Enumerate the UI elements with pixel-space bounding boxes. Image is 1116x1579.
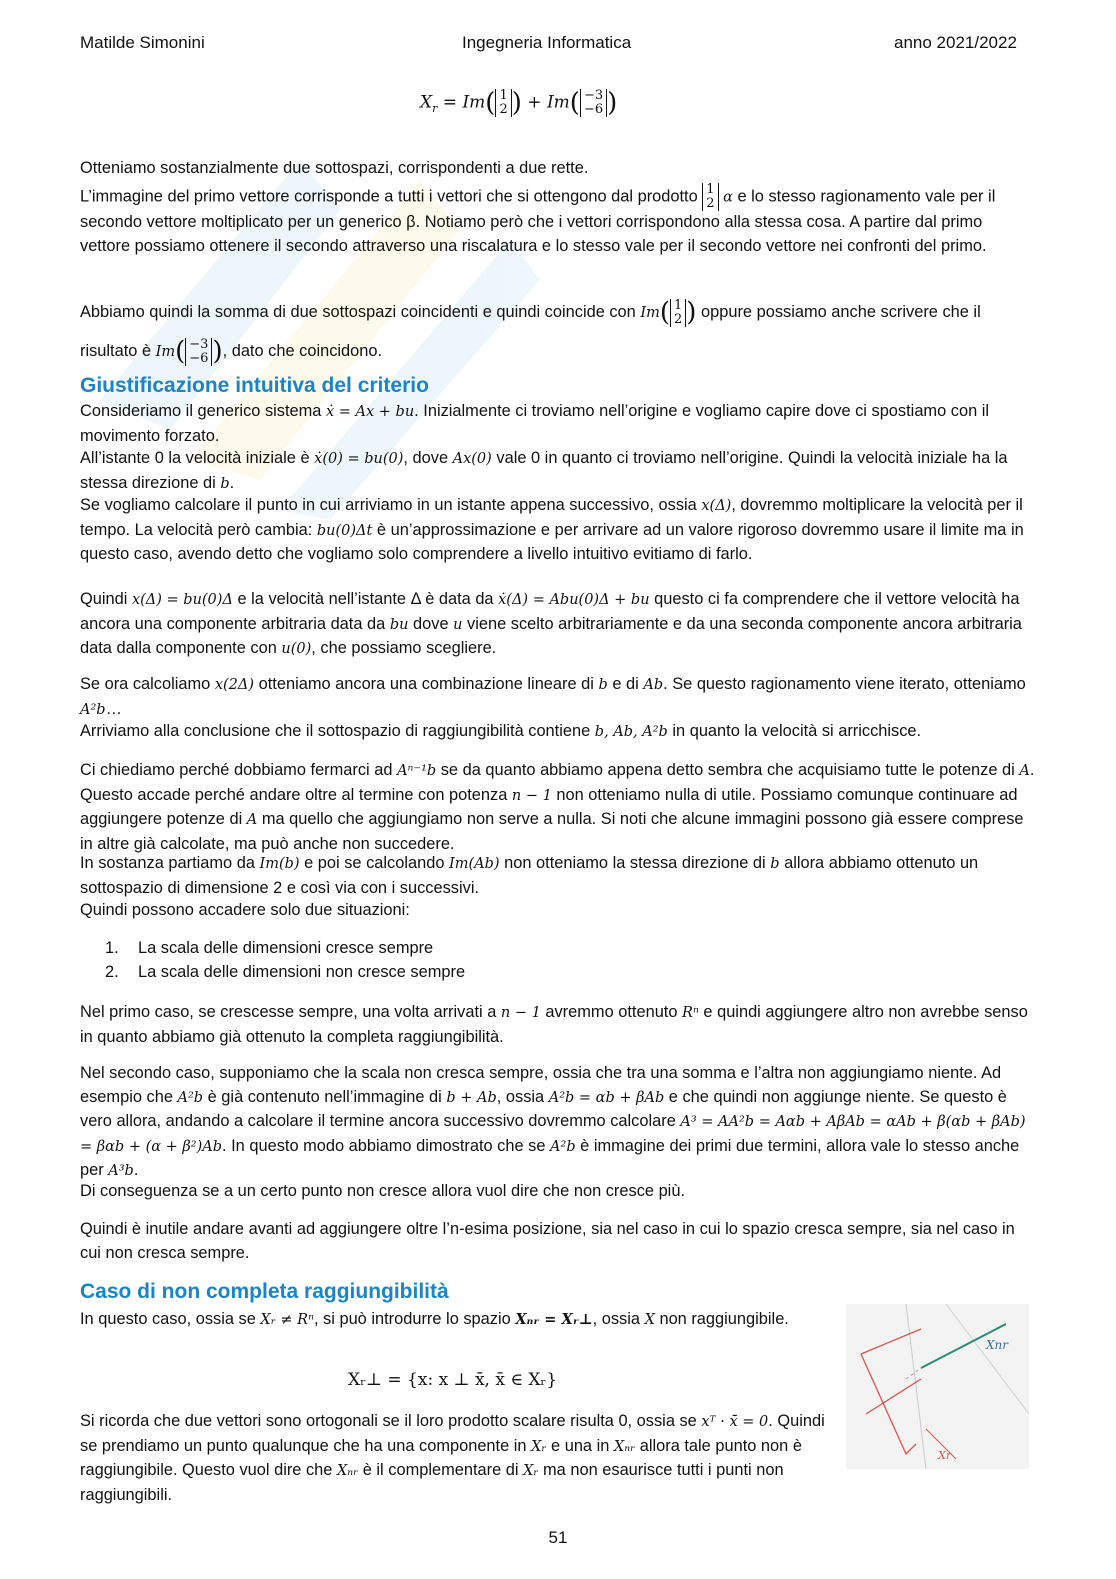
paragraph: All’istante 0 la velocità iniziale è ẋ(0) = bu(0), dove Ax(0) vale 0 in quanto ci troviamo nell’origine. Quindi la velocità iniziale ha la stessa direzione di b.: [80, 449, 1008, 492]
equation-xr: $X_r = Im$( 1 2 ) + Im( −3 −6 ): [420, 88, 618, 118]
list-item: 2. La scala delle dimensioni non cresce sempre: [105, 963, 466, 981]
paragraph: L’immagine del primo vettore corrisponde a tutti i vettori che si ottengono dal prodotto 1 2 α e lo stesso ragionamento vale per il secondo vettore moltiplicato per un generico β. Notiamo però che i vettori corrispondono alla stessa cosa. A partire dal primo vettore possiamo ottenere il secondo attraverso una riscalatura e lo stesso vale per il secondo vettore nei confronti del primo.: [80, 182, 996, 255]
paragraph: Di conseguenza se a un certo punto non cresce allora vuol dire che non cresce più.: [80, 1182, 685, 1200]
equation-orthogonal: Xᵣ⊥ = {x: x ⊥ x̄, x̄ ∈ Xᵣ}: [348, 1370, 558, 1390]
paragraph: Se ora calcoliamo x(2Δ) otteniamo ancora una combinazione lineare di b e di Ab. Se questo ragionamento viene iterato, otteniamo A²b…: [80, 675, 1026, 718]
subspace-sketch: [846, 1304, 1029, 1469]
paragraph: Ci chiediamo perché dobbiamo fermarci ad Aⁿ⁻¹b se da quanto abbiamo appena detto sembra che acquisiamo tutte le potenze di A. Questo accade perché andare oltre al termine con potenza n − 1 non otteniamo nulla di utile. Possiamo comunque continuare ad aggiungere potenze di A ma quello che aggiungiamo non serve a nulla. Si noti che alcune immagini possono già essere comprese in altre già calcolate, ma può anche non succedere.: [80, 761, 1035, 853]
paragraph: Consideriamo il generico sistema ẋ = Ax + bu. Inizialmente ci troviamo nell’origine e vogliamo capire dove ci spostiamo con il movimento forzato.: [80, 402, 990, 445]
paragraph: Abbiamo quindi la somma di due sottospazi coincidenti e quindi coincide con Im( 1 2 ) oppure possiamo anche scrivere che il risultato è Im( −3 −6 ), dato che coincidono.: [80, 297, 981, 367]
page-number: 51: [548, 1528, 568, 1547]
label-xr: Xr: [938, 1449, 952, 1462]
numbered-list: [105, 936, 465, 984]
list-item: 1. La scala delle dimensioni cresce sempre: [105, 939, 434, 957]
header-author: Matilde Simonini: [80, 33, 205, 52]
paragraph: Nel secondo caso, supponiamo che la scala non cresca sempre, ossia che tra una somma e l’altra non aggiungiamo niente. Ad esempio che A²b è già contenuto nell’immagine di b + Ab, ossia A²b = αb + βAb e che quindi non aggiunge niente. Se questo è vero allora, andando a calcolare il termine ancora successivo dovremmo calcolare A³ = AA²b = Aαb + AβAb = αAb + β(αb + βAb) = βαb + (α + β²)Ab. In questo modo abbiamo dimostrato che se A²b è immagine dei primi due termini, allora vale lo stesso anche per A³b.: [80, 1064, 1026, 1179]
section-heading: Giustificazione intuitiva del criterio: [80, 374, 429, 397]
subspace-sketch-drawing: [846, 1304, 1029, 1469]
paragraph: In questo caso, ossia se Xᵣ ≠ Rⁿ, si può introdurre lo spazio Xₙᵣ = Xᵣ⊥, ossia X non raggiungibile.: [80, 1310, 789, 1328]
paragraph: Arriviamo alla conclusione che il sottospazio di raggiungibilità contiene b, Ab, A²b in quanto la velocità si arricchisce.: [80, 722, 922, 740]
paragraph: Quindi x(Δ) = bu(0)Δ e la velocità nell’istante Δ è data da ẋ(Δ) = Abu(0)Δ + bu questo ci fa comprendere che il vettore velocità ha ancora una componente arbitraria data da bu dove u viene scelto arbitrariamente e da una seconda componente ancora arbitraria data dalla componente con u(0), che possiamo scegliere.: [80, 590, 1022, 657]
paragraph: In sostanza partiamo da Im(b) e poi se calcolando Im(Ab) non otteniamo la stessa direzione di b allora abbiamo ottenuto un sottospazio di dimensione 2 e così via con i successivi.: [80, 854, 979, 897]
section-heading: Caso di non completa raggiungibilità: [80, 1280, 449, 1303]
paragraph: Quindi è inutile andare avanti ad aggiungere oltre l’n-esima posizione, sia nel caso in cui lo spazio cresca sempre, sia nel caso in cui non cresca sempre.: [80, 1220, 1015, 1262]
label-xnr: Xnr: [986, 1338, 1009, 1352]
paragraph: Nel primo caso, se crescesse sempre, una volta arrivati a n − 1 avremmo ottenuto Rⁿ e quindi aggiungere altro non avrebbe senso in quanto abbiamo già ottenuto la completa raggiungibilità.: [80, 1003, 1028, 1046]
header-course: Ingegneria Informatica: [462, 33, 632, 52]
header-year: anno 2021/2022: [894, 33, 1017, 52]
paragraph: Quindi possono accadere solo due situazioni:: [80, 901, 410, 919]
paragraph: Otteniamo sostanzialmente due sottospazi, corrispondenti a due rette.: [80, 159, 589, 177]
paragraph: Si ricorda che due vettori sono ortogonali se il loro prodotto scalare risulta 0, ossia se xᵀ · x̄ = 0. Quindi se prendiamo un punto qualunque che ha una componente in Xᵣ e una in Xₙᵣ allora tale punto non è raggiungibile. Questo vuol dire che Xₙᵣ è il complementare di Xᵣ ma non esaurisce tutti i punti non raggiungibili.: [80, 1412, 825, 1504]
paragraph: Se vogliamo calcolare il punto in cui arriviamo in un istante appena successivo, ossia x(Δ), dovremmo moltiplicare la velocità per il tempo. La velocità però cambia: bu(0)Δt è un’approssimazione e per arrivare ad un valore rigoroso dovremmo usare il limite ma in questo caso, avendo detto che vogliamo solo comprendere a livello intuitivo evitiamo di farlo.: [80, 496, 1024, 563]
